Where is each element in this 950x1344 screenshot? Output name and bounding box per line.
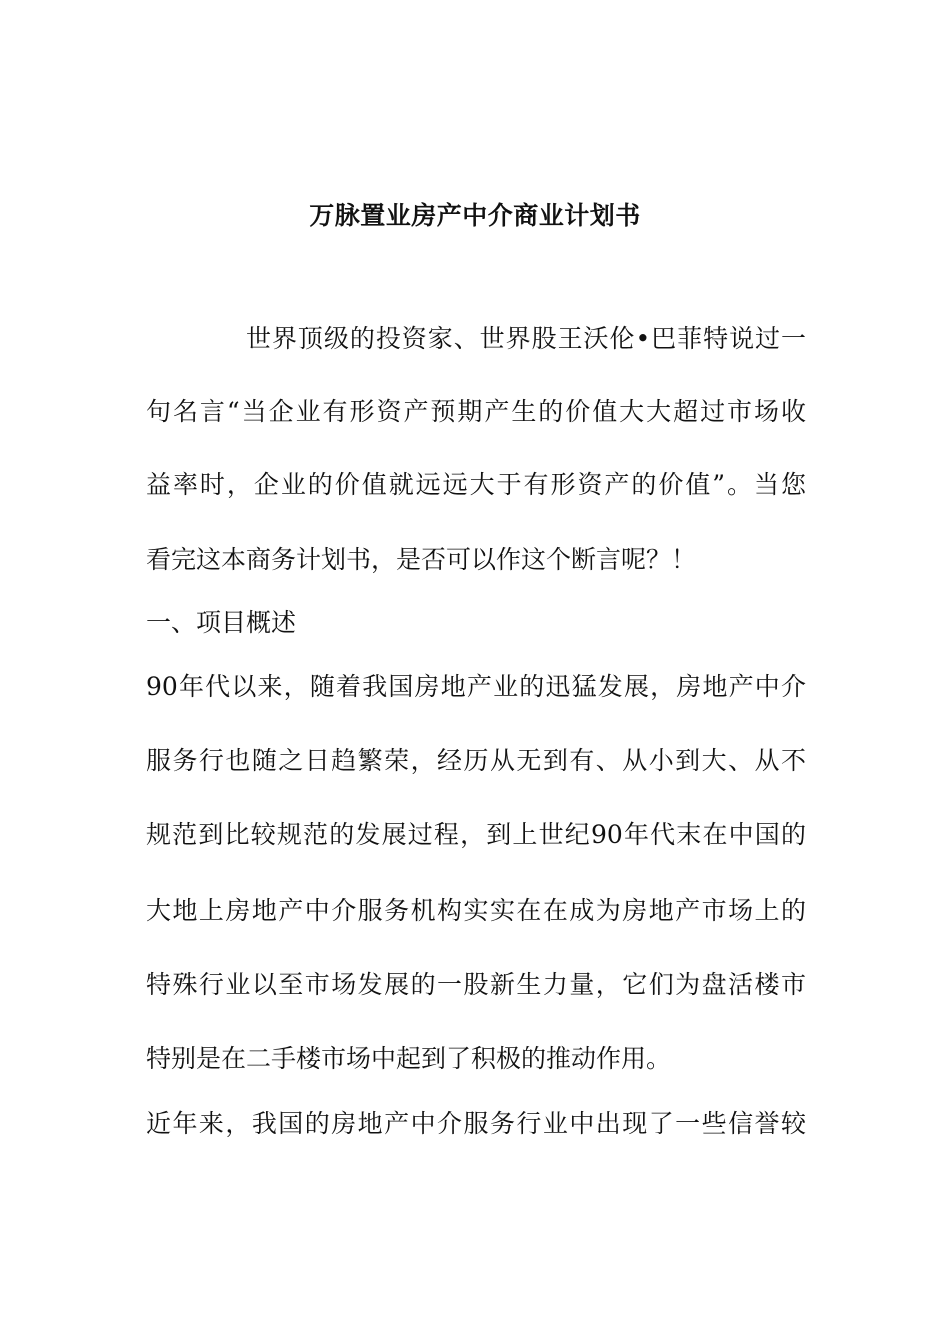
intro-line-3: 益率时，企业的价值就远远大于有形资产的价值”。当您 <box>146 470 806 499</box>
paragraph2-line-1: 近年来，我国的房地产中介服务行业中出现了一些信誉较 <box>146 1109 806 1138</box>
document-title: 万脉置业房产中介商业计划书 <box>309 201 641 230</box>
paragraph1-line-3: 规范到比较规范的发展过程，到上世纪90年代末在中国的 <box>146 820 806 849</box>
paragraph1-line-6: 特别是在二手楼市场中起到了积极的推动作用。 <box>146 1044 672 1073</box>
section-heading: 一、项目概述 <box>146 608 297 637</box>
paragraph1-line-5: 特殊行业以至市场发展的一股新生力量，它们为盘活楼市 <box>146 970 806 999</box>
intro-line-2: 句名言“当企业有形资产预期产生的价值大大超过市场收 <box>146 397 806 426</box>
paragraph1-line-2: 服务行也随之日趋繁荣，经历从无到有、从小到大、从不 <box>146 746 806 775</box>
intro-line-1: 世界顶级的投资家、世界股王沃伦•巴菲特说过一 <box>246 324 806 353</box>
intro-line-4: 看完这本商务计划书，是否可以作这个断言呢？！ <box>146 545 697 574</box>
paragraph1-line-4: 大地上房地产中介服务机构实实在在成为房地产市场上的 <box>146 896 806 925</box>
paragraph1-line-1: 90年代以来，随着我国房地产业的迅猛发展，房地产中介 <box>146 672 806 701</box>
